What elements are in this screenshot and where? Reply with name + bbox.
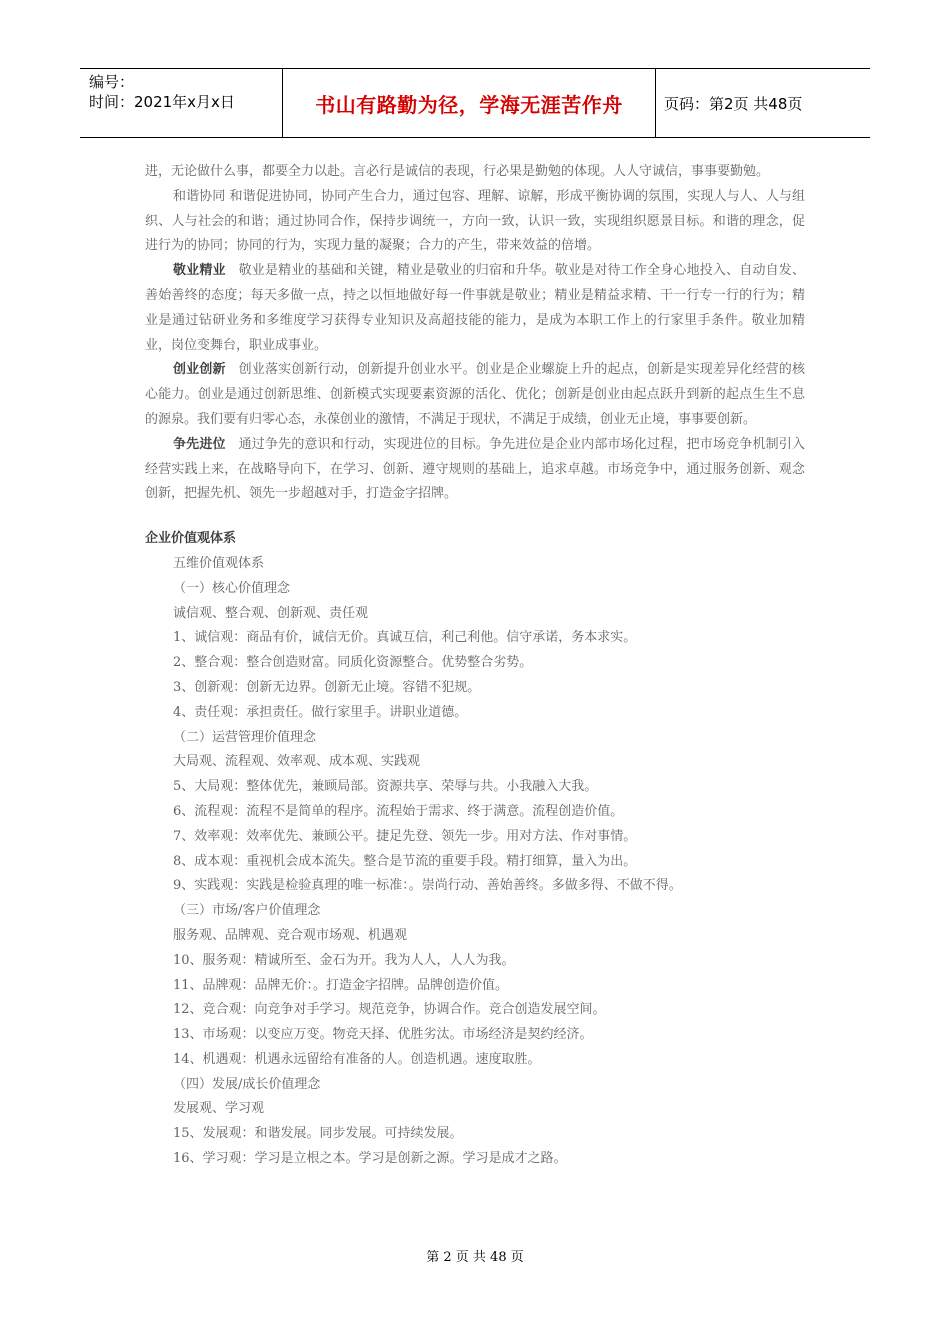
list-item: 7、效率观：效率优先、兼顾公平。捷足先登、领先一步。用对方法、作对事情。 bbox=[173, 828, 637, 844]
section-spacer bbox=[145, 507, 805, 527]
page-footer: 第 2 页 共 48 页 bbox=[426, 1250, 524, 1265]
paragraph-text: 敬业是精业的基础和关键，精业是敬业的归宿和升华。敬业是对待工作全身心地投入、自动自发、善始善终的态度；每天多做一点，持之以恒地做好每一件事就是敬业；精业是精益求精、干一行专一行的行为；精业是通过钻研业务和多维度学习获得专业知识及高超技能的能力，是成为本职工作上的行家里手条件。敬业加精业，岗位变舞台，职业成事业。 bbox=[145, 263, 805, 353]
list-item: 8、成本观：重视机会成本流失。整合是节流的重要手段。精打细算，量入为出。 bbox=[173, 853, 637, 869]
list-item: 15、发展观：和谐发展。同步发展。可持续发展。 bbox=[173, 1126, 463, 1142]
list-item: 14、机遇观：机遇永远留给有准备的人。创造机遇。速度取胜。 bbox=[173, 1051, 541, 1067]
header-meta bbox=[80, 69, 282, 137]
paragraph-harmony: 和谐协同 和谐促进协同，协同产生合力，通过包容、理解、谅解，形成平衡协调的氛围，实现人与人、人与组织、人与社会的和谐；通过协同合作，保持步调统一，方向一致，认识一致，实现组织愿景目标。和谐的理念，促进行为的协同；协同的行为，实现力量的凝聚；合力的产生，带来效益的倍增。 bbox=[145, 188, 805, 254]
page-header bbox=[80, 68, 870, 138]
list-item: 5、大局观：整体优先，兼顾局部。资源共享、荣辱与共。小我融入大我。 bbox=[173, 779, 598, 795]
list-item: （二）运营管理价值理念 bbox=[173, 729, 317, 745]
header-page-info: 页码：第2页 共48页 bbox=[664, 94, 803, 113]
document-body bbox=[145, 160, 805, 1172]
list-item: 五维价值观体系 bbox=[173, 555, 265, 571]
serial-label: 编号： bbox=[89, 73, 135, 91]
list-item: （四）发展/成长价值理念 bbox=[173, 1076, 321, 1092]
list-item: 13、市场观：以变应万变。物竞天择、优胜劣汰。市场经济是契约经济。 bbox=[173, 1027, 593, 1043]
list-item: 发展观、学习观 bbox=[173, 1101, 265, 1117]
list-item: 4、责任观：承担责任。做行家里手。讲职业道德。 bbox=[173, 704, 468, 720]
paragraph-title: 争先进位 bbox=[173, 436, 226, 452]
paragraph-title: 敬业精业 bbox=[173, 263, 226, 279]
paragraph-striving bbox=[145, 433, 805, 507]
list-item: （三）市场/客户价值理念 bbox=[173, 903, 321, 919]
paragraph-continuation: 进，无论做什么事，都要全力以赴。言必行是诚信的表现，行必果是勤勉的体现。人人守诚信，事事要勤勉。 bbox=[145, 164, 770, 179]
list-item: 6、流程观：流程不是简单的程序。流程始于需求、终于满意。流程创造价值。 bbox=[173, 803, 624, 819]
list-item: 3、创新观：创新无边界。创新无止境。容错不犯规。 bbox=[173, 679, 481, 695]
paragraph-innovation bbox=[145, 358, 805, 432]
list-item: 1、诚信观：商品有价，诚信无价。真诚互信，利己利他。信守承诺，务本求实。 bbox=[173, 630, 637, 646]
list-item: 12、竞合观：向竞争对手学习。规范竞争，协调合作。竞合创造发展空间。 bbox=[173, 1002, 606, 1018]
list-item: （一）核心价值理念 bbox=[173, 580, 291, 596]
paragraph-title: 创业创新 bbox=[173, 362, 226, 378]
list-item: 9、实践观：实践是检验真理的唯一标准：。崇尚行动、善始善终。多做多得、不做不得。 bbox=[173, 878, 682, 894]
list-item: 11、品牌观：品牌无价：。打造金字招牌。品牌创造价值。 bbox=[173, 977, 509, 993]
list-item: 服务观、品牌观、竞合观市场观、机遇观 bbox=[173, 927, 408, 943]
list-item: 大局观、流程观、效率观、成本观、实践观 bbox=[173, 754, 421, 770]
paragraph-text: 通过争先的意识和行动，实现进位的目标。争先进位是企业内部市场化过程，把市场竞争机制引入经营实践上来，在战略导向下，在学习、创新、遵守规则的基础上，追求卓越。市场竞争中，通过服务创新、观念创新，把握先机、领先一步超越对手，打造金字招牌。 bbox=[145, 436, 805, 502]
header-motto: 书山有路勤为径，学海无涯苦作舟 bbox=[282, 69, 656, 137]
paragraph-dedication bbox=[145, 259, 805, 358]
section-lines bbox=[145, 552, 805, 1172]
list-item: 诚信观、整合观、创新观、责任观 bbox=[173, 605, 369, 621]
list-item: 16、学习观：学习是立根之本。学习是创新之源。学习是成才之路。 bbox=[173, 1151, 567, 1167]
paragraph-text: 创业落实创新行动，创新提升创业水平。创业是企业螺旋上升的起点，创新是实现差异化经营的核心能力。创业是通过创新思维、创新模式实现要素资源的活化、优化；创新是创业由起点跃升到新的起点生生不息的源泉。我们要有归零心态，永葆创业的激情，不满足于现状，不满足于成绩，创业无止境，事事要创新。 bbox=[145, 362, 805, 427]
section-title: 企业价值观体系 bbox=[145, 531, 237, 547]
list-item: 2、整合观：整合创造财富。同质化资源整合。优势整合劣势。 bbox=[173, 655, 533, 671]
time-label: 时间：2021年x月x日 bbox=[89, 93, 235, 111]
list-item: 10、服务观：精诚所至、金石为开。我为人人，人人为我。 bbox=[173, 952, 515, 968]
